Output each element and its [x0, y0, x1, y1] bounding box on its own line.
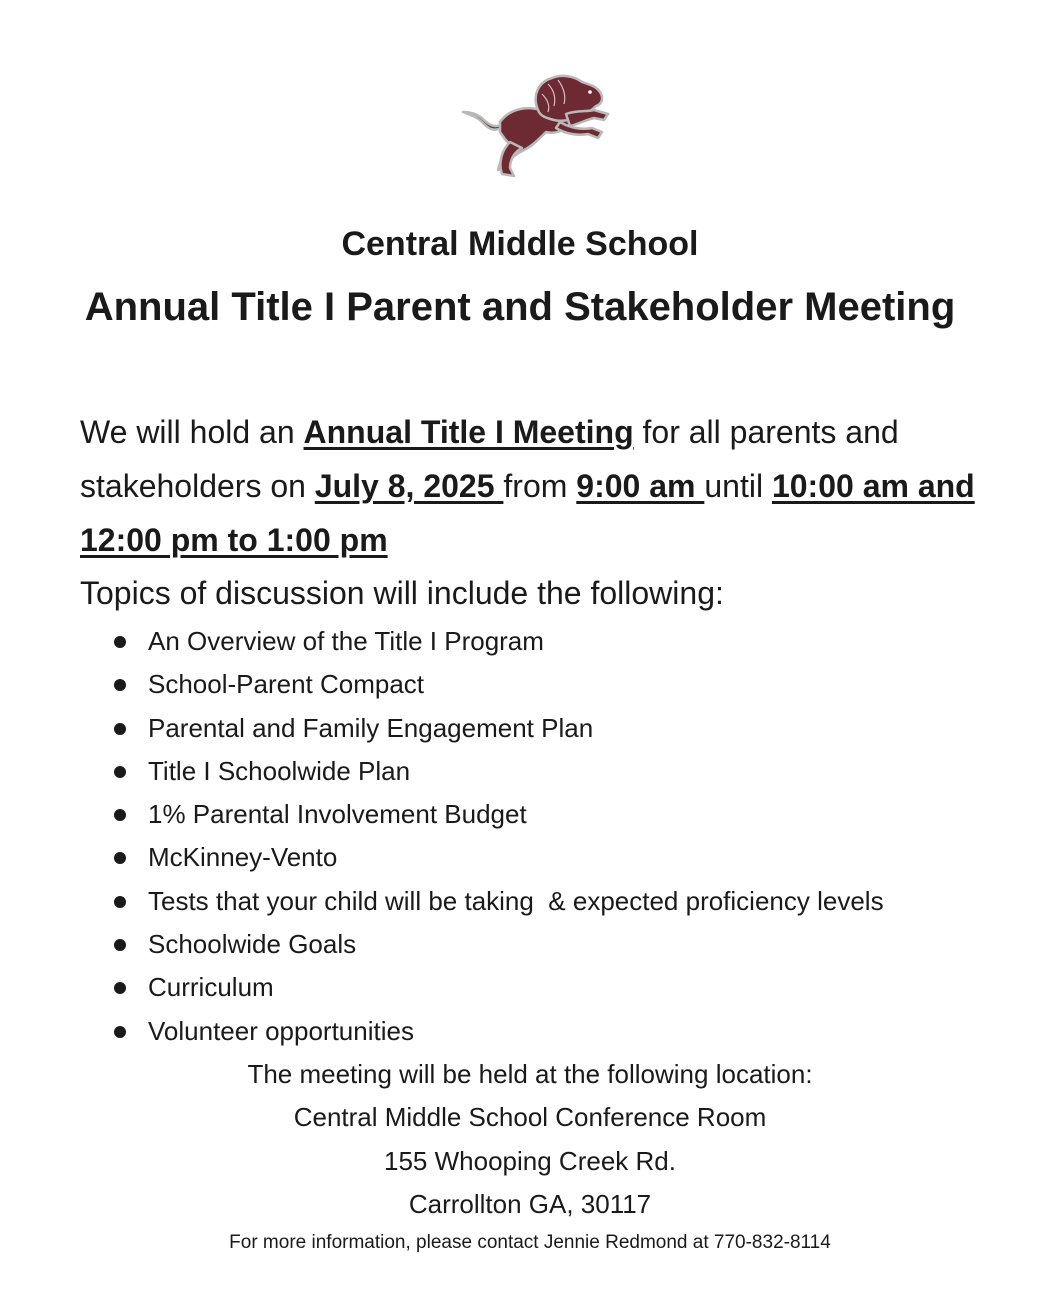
list-item [112, 663, 884, 706]
location-street: 155 Whooping Creek Rd. [384, 1145, 676, 1176]
topic-label: Volunteer opportunities [148, 1015, 414, 1046]
list-item [112, 966, 884, 1009]
bullet-icon [114, 982, 126, 994]
bullet-icon [114, 636, 126, 648]
meeting-title: Annual Title I Parent and Stakeholder Meeting [84, 285, 956, 329]
contact-info: For more information, please contact Jennie Redmond at 770-832-8114 [229, 1232, 831, 1253]
location-block [0, 1053, 1040, 1226]
list-item [112, 923, 884, 966]
topics-list [112, 620, 884, 1053]
bullet-icon [114, 766, 126, 778]
bullet-icon [114, 852, 126, 864]
location-room: Central Middle School Conference Room [293, 1102, 767, 1133]
topics-heading: Topics of discussion will include the following: [80, 575, 724, 611]
list-item [112, 750, 884, 793]
topic-label: McKinney-Vento [148, 842, 338, 873]
topic-label: Parental and Family Engagement Plan [148, 712, 594, 743]
location-city: Carrollton GA, 30117 [408, 1188, 652, 1219]
list-item [112, 620, 884, 663]
bullet-icon [114, 679, 126, 691]
bullet-icon [114, 896, 126, 908]
bullet-icon [114, 809, 126, 821]
school-name: Central Middle School [341, 225, 699, 263]
list-item [112, 880, 884, 923]
list-item [112, 793, 884, 836]
intro-text-3: from [503, 468, 577, 504]
intro-text-4: until [704, 468, 772, 504]
meeting-date: July 8, 2025 [314, 468, 504, 504]
location-intro: The meeting will be held at the following location: [247, 1059, 813, 1089]
list-item [112, 836, 884, 879]
end-time-and-second-session: 10:00 am and 12:00 pm to 1:00 pm [80, 468, 975, 558]
list-item [112, 707, 884, 750]
bullet-icon [114, 1026, 126, 1038]
topic-label: School-Parent Compact [148, 669, 425, 700]
topic-label: Curriculum [148, 972, 274, 1003]
meeting-announcement [80, 405, 1000, 567]
bullet-icon [114, 939, 126, 951]
topic-label: An Overview of the Title I Program [148, 626, 544, 656]
bullet-icon [114, 723, 126, 735]
topic-label: Schoolwide Goals [148, 929, 357, 960]
meeting-name: Annual Title I Meeting [303, 414, 634, 450]
topic-label: Title I Schoolwide Plan [148, 755, 411, 786]
topic-label: 1% Parental Involvement Budget [148, 799, 527, 830]
intro-text-1: We will hold an [80, 414, 304, 450]
topic-label: Tests that your child will be taking & expected proficiency levels [148, 885, 884, 916]
intro-text-2: for all parents and stakeholders on [80, 414, 899, 504]
lion-mascot-logo [458, 70, 614, 185]
start-time: 9:00 am [576, 468, 705, 504]
list-item [112, 1010, 884, 1053]
